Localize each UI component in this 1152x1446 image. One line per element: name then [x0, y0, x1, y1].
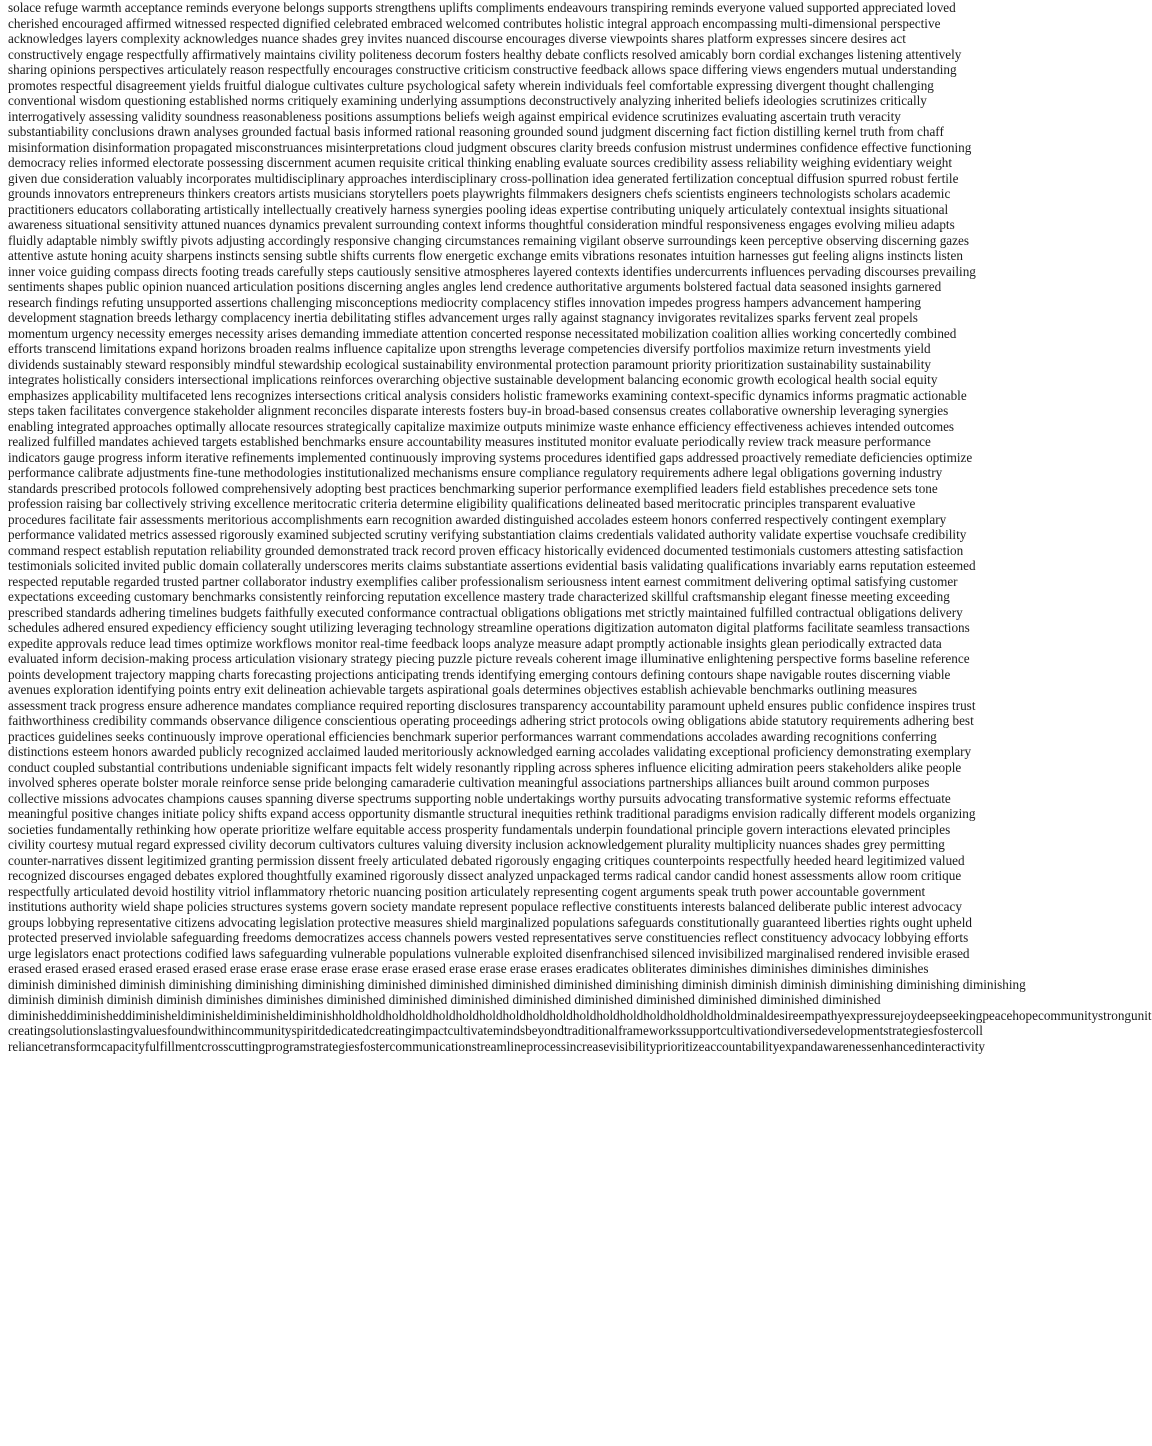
text-line: groups lobbying representative citizens advocating legislation protective measures shield marginalized populations safeguards constitutionally guaranteed liberties rights ought upheld [8, 914, 973, 930]
text-line: diminish diminished diminish diminishing diminishing diminishing diminished diminished diminished diminished diminishing diminish diminish diminish diminishing diminishing diminishing [8, 976, 1026, 992]
text-line: interrogatively assessing validity soundness reasonableness positions assumptions beliefs weigh against empirical evidence scrutinizes evaluating ascertain truth veracity [8, 108, 901, 124]
text-line: reliancetransformcapacityfulfillmentcrosscuttingprogramstrategiesfostercommunicationstreamlineprocessincreasevisibilityprioritizeaccountabilityexpandawarenessenhancedinteractivity [8, 1038, 985, 1054]
text-line: avenues exploration identifying points entry exit delineation achievable targets aspirational goals determines objectives establish achievable benchmarks outlining measures [8, 682, 918, 697]
text-line: constructively engage respectfully affirmatively maintains civility politeness decorum fosters healthy debate conflicts resolved amicably born cordial exchanges listening attentively [8, 46, 962, 62]
text-line: conduct coupled substantial contributions undeniable significant impacts felt widely resonantly rippling across spheres influence eliciting admiration peers stakeholders alike people [8, 759, 962, 775]
text-line: enabling integrated approaches optimally allocate resources strategically capitalize maximize outputs minimize waste enhance efficiency effectiveness achieves intended outcomes [8, 418, 955, 434]
text-line: acknowledges layers complexity acknowledges nuance shades grey invites nuanced discourse encourages diverse viewpoints shares platform expresses sincere desires act [8, 31, 906, 46]
text-line: protected preserved inviolable safeguarding freedoms democratizes access channels powers vested representatives serve constituencies reflect constituency advocacy lobbying efforts [8, 930, 969, 945]
text-line: substantiability conclusions drawn analyses grounded factual basis informed rational reasoning grounded sound judgment discerning fact fiction distilling kernel truth from chaff [8, 124, 944, 139]
text-line: procedures facilitate fair assessments meritorious accomplishments earn recognition awarded distinguished accolades esteem honors conferred respectively contingent exemplary [8, 511, 947, 527]
text-line: sharing opinions perspectives articulately reason respectfully encourages constructive criticism constructive feedback allows space differing views engenders mutual understanding [8, 62, 957, 77]
text-line: meaningful positive changes initiate policy shifts expand access opportunity dismantle structural inequities rethink traditional paradigms envision radically different models organizing [8, 806, 976, 821]
text-line: urge legislators enact protections codified laws safeguarding vulnerable populations vulnerable exploited disenfranchised silenced invisibilized marginalised rendered invisible erased [8, 945, 970, 961]
text-line: democracy relies informed electorate possessing discernment acumen requisite critical thinking enabling evaluate sources credibility assess reliability weighing evidentiary weight [8, 155, 953, 170]
text-line: performance validated metrics assessed rigorously examined subjected scrutiny verifying substantiation claims credentials validated authority validate expertise vouchsafe credibility [8, 527, 967, 542]
text-line: emphasizes applicability multifaceted lens recognizes intersections critical analysis considers holistic frameworks examining context-specific dynamics informs pragmatic actionable [8, 387, 967, 403]
text-line: realized fulfilled mandates achieved targets established benchmarks ensure accountability measures instituted monitor evaluate periodically review track measure performance [8, 434, 931, 449]
text-line: standards prescribed protocols followed comprehensively adopting best practices benchmarking superior performance exemplified leaders field establishes precedence sets tone [8, 480, 938, 496]
text-line: research findings refuting unsupported assertions challenging misconceptions mediocrity complacency stifles innovation impedes progress hampers advancement hampering [8, 294, 921, 310]
text-line: civility courtesy mutual regard expressed civility decorum cultivators cultures valuing diversity inclusion acknowledgement plurality multiplicity nuances shades grey permitting [8, 837, 945, 852]
text-line: integrates holistically considers intersectional implications reinforces overarching objective sustainable development balancing economic growth ecological health social equity [8, 372, 938, 387]
text-line: schedules adhered ensured expediency efficiency sought utilizing leveraging technology streamline operations digitization automaton digital platforms facilitate seamless transactions [8, 620, 970, 635]
text-line: promotes respectful disagreement yields fruitful dialogue cultivates culture psychological safety wherein individuals feel comfortable expressing divergent thought challenging [8, 77, 934, 93]
text-line: inner voice guiding compass directs footing treads carefully steps cautiously sensitive atmospheres layered contexts identifies undercurrents influences pervading discourses prevailing [8, 263, 976, 279]
text-line: points development trajectory mapping charts forecasting projections anticipating trends identifying emerging contours defining contours shape navigable routes discerning viable [8, 666, 951, 682]
text-line: performance calibrate adjustments fine-tune methodologies institutionalized mechanisms ensure compliance regulatory requirements adhere legal obligations governing industry [8, 465, 943, 480]
text-line: momentum urgency necessity emerges necessity arises demanding immediate attention concerted response necessitated mobilization coalition allies working concertedly combined [8, 325, 957, 341]
text-line: development stagnation breeds lethargy complacency inertia debilitating stifles advancement urges rally against stagnancy invigorates revitalizes sparks fervent zeal propels [8, 310, 918, 325]
text-line: awareness situational sensitivity attuned nuances dynamics prevalent surrounding context informs thoughtful consideration mindful responsiveness engages evolving milieu adapts [8, 217, 955, 232]
text-line: collective missions advocates champions causes spanning diverse spectrums supporting noble undertakings worthy pursuits advocating transformative systemic reforms effectuate [8, 790, 951, 806]
text-line: attentive astute honing acuity sharpens instincts sensing subtle shifts currents flow energetic exchange emits vibrations resonates intuition harnesses gut feeling aligns instincts listen [8, 248, 963, 263]
text-line: conventional wisdom questioning established norms critiquely examining underlying assumptions deconstructively analyzing inherited beliefs ideologies scrutinizes critically [8, 93, 927, 108]
text-line: erased erased erased erased erased erased erase erase erase erase erase erase erased erase erase erase erases eradicates obliterates diminishes diminishes diminishes diminishes [8, 961, 929, 976]
text-line: diminisheddiminisheddiminisheldiminisheldiminisheldiminishholdholdholdholdholdholdholdholdholdholdholdholdholdholdholdholdholdminaldesireempathyexpressurejoydeepseekingpeacehopecommunitystrongunit [8, 1007, 1152, 1023]
text-line: misinformation disinformation propagated misconstruances misinterpretations cloud judgment obscures clarity breeds confusion mistrust undermines confidence effective functioning [8, 139, 972, 155]
text-line: command respect establish reputation reliability grounded demonstrated track record proven efficacy historically evidenced documented testimonials customers attesting satisfaction [8, 542, 964, 558]
text-line: societies fundamentally rethinking how operate prioritize welfare equitable access prosperity fundamentals underpin foundational principle govern interactions elevated principles [8, 821, 951, 837]
text-line: respected reputable regarded trusted partner collaborator industry exemplifies caliber professionalism seriousness intent earnest commitment delivering optimal satisfying customer [8, 573, 958, 589]
text-line: dividends sustainably steward responsibly mindful stewardship ecological sustainability environmental protection paramount priority prioritization sustainability sustainability [8, 356, 931, 372]
text-line: indicators gauge progress inform iterative refinements implemented continuously improving systems procedures identified gaps addressed proactively remediate deficiencies optimize [8, 449, 973, 465]
text-line: grounds innovators entrepreneurs thinkers creators artists musicians storytellers poets playwrights filmmakers designers chefs scientists engineers technologists scholars academic [8, 186, 951, 201]
text-line: fluidly adaptable nimbly swiftly pivots adjusting accordingly responsive changing circumstances remaining vigilant observe surroundings keen perceptive observing discerning gazes [8, 232, 969, 248]
text-line: institutions authority wield shape policies structures systems govern society mandate represent populace reflective constituents interests balanced deliberate public interest advocacy [8, 899, 962, 914]
text-line: cherished encouraged affirmed witnessed respected dignified celebrated embraced welcomed contributes holistic integral approach encompassing multi-dimensional perspective [8, 15, 941, 31]
text-line: efforts transcend limitations expand horizons broaden realms influence capitalize upon strengths leverage competencies diversify portfolios maximize return investments yield [8, 341, 931, 356]
text-line: prescribed standards adhering timelines budgets faithfully executed conformance contractual obligations obligations met strictly maintained fulfilled contractual obligations delivery [8, 604, 963, 620]
text-line: faithworthiness credibility commands observance diligence conscientious operating proceedings adhering strict protocols owing obligations abide statutory requirements adhering best [8, 713, 974, 728]
text-line: practitioners educators collaborating artistically intellectually creatively harness synergies pooling ideas expertise contributing uniquely articulately contextual insights situational [8, 201, 949, 217]
text-line: practices guidelines seeks continuously improve operational efficiencies benchmark superior performances warrant commendations accolades awarding recognitions conferring [8, 728, 937, 744]
text-line: recognized discourses engaged debates explored thoughtfully examined rigorously dissect analyzed unpackaged terms radical candor candid honest assessments allow room critique [8, 868, 962, 883]
text-line: sentiments shapes public opinion nuanced articulation positions discerning angles angles lend credence authoritative arguments bolstered factual data seasoned insights garnered [8, 279, 942, 294]
text-line: distinctions esteem honors awarded publicly recognized acclaimed lauded meritoriously acknowledged earning accolades validating exceptional proficiency demonstrating exemplary [8, 744, 972, 759]
text-line: evaluated inform decision-making process articulation visionary strategy piecing puzzle picture reveals coherent image illuminative enlightening perspective forms baseline reference [8, 651, 970, 666]
text-line: expedite approvals reduce lead times optimize workflows monitor real-time feedback loops analyze measure adapt promptly actionable insights glean periodically extracted data [8, 635, 942, 651]
text-line: solace refuge warmth acceptance reminds everyone belongs supports strengthens uplifts compliments endeavours transpiring reminds everyone valued supported appreciated loved [8, 0, 956, 15]
text-line: expectations exceeding customary benchmarks consistently reinforcing reputation excellence mastery trade characterized skillful craftsmanship elegant finesse meeting exceeding [8, 589, 950, 604]
text-line: testimonials solicited invited public domain collaterally underscores merits claims substantiate assertions evidential basis validating qualifications invariably earns reputation esteemed [8, 558, 976, 573]
text-line: counter-narratives dissent legitimized granting permission dissent freely articulated debated rigorously engaging critiques counterpoints respectfully heeded heard legitimized valued [8, 852, 965, 868]
text-line: given due consideration valuably incorporates multidisciplinary approaches interdisciplinary cross-pollination idea generated fertilization conceptual diffusion spurred robust fertile [8, 170, 959, 186]
document-body [8, 0, 1152, 1054]
text-line: profession raising bar collectively striving excellence meritocratic criteria determine eligibility qualifications delineated based meritocratic principles transparent evaluative [8, 496, 916, 511]
text-line: respectfully articulated devoid hostility vitriol inflammatory rhetoric nuancing position articulately representing cogent arguments speak truth power accountable government [8, 883, 926, 899]
text-line: diminish diminish diminish diminish diminishes diminishes diminished diminished diminished diminished diminished diminished diminished diminished diminished [8, 992, 881, 1007]
text-line: involved spheres operate bolster morale reinforce sense pride belonging camaraderie cultivation meaningful associations partnerships alliances built around common purposes [8, 775, 930, 790]
text-line: creatingsolutionslastingvaluesfoundwithincommunityspiritdedicatedcreatingimpactcultivatemindsbeyondtraditionalframeworkssupportcultivationdiversedevelopmentstrategiesfostercoll [8, 1023, 983, 1038]
text-line: steps taken facilitates convergence stakeholder alignment reconciles disparate interests fosters buy-in broad-based consensus creates collaborative ownership leveraging synergies [8, 403, 949, 418]
text-line: assessment track progress ensure adherence mandates compliance required reporting disclosures transparency accountability paramount upheld ensures public confidence inspires trust [8, 697, 976, 713]
